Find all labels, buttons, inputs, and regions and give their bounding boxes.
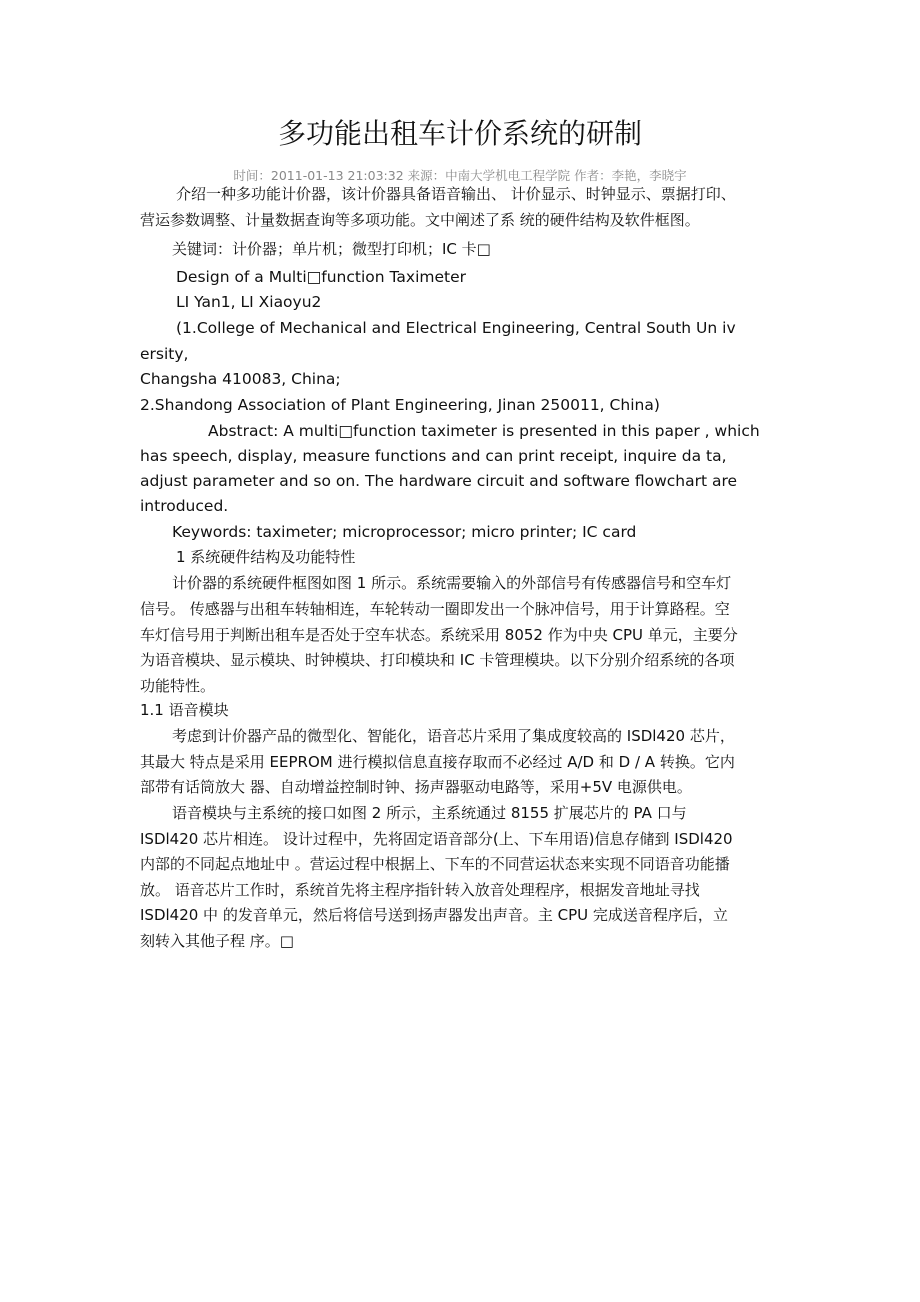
- page-title: 多功能出租车计价系统的研制: [277, 117, 642, 150]
- affiliation-line: (1.College of Mechanical and Electrical Engineering, Central South Un iv: [176, 319, 736, 337]
- body-line: ISDl420 芯片相连。 设计过程中，先将固定语音部分(上、下车用语)信息存储到 ISDl420: [140, 830, 733, 848]
- abstract-cn-line: 营运参数调整、计量数据查询等多项功能。文中阐述了系 统的硬件结构及软件框图。: [140, 211, 700, 229]
- body-line: 内部的不同起点地址中 。营运过程中根据上、下车的不同营运状态来实现不同语音功能播: [140, 855, 730, 873]
- affiliation-line: Changsha 410083, China;: [140, 370, 341, 388]
- abstract-en-line: has speech, display, measure functions and can print receipt, inquire da ta,: [140, 447, 727, 465]
- body-line: ISDl420 中 的发音单元，然后将信号送到扬声器发出声音。主 CPU 完成送音程序后，立: [140, 906, 728, 924]
- body-line: 计价器的系统硬件框图如图 1 所示。系统需要输入的外部信号有传感器信号和空车灯: [172, 574, 732, 592]
- abstract-en-line: introduced.: [140, 497, 229, 515]
- body-line: 信号。 传感器与出租车转轴相连，车轮转动一圈即发出一个脉冲信号，用于计算路程。空: [140, 600, 730, 618]
- abstract-en-line: Abstract: A multi□function taximeter is presented in this paper , which: [208, 422, 760, 440]
- body-line: 部带有话筒放大 器、自动增益控制时钟、扬声器驱动电路等，采用+5V 电源供电。: [140, 778, 692, 796]
- abstract-cn-line: 介绍一种多功能计价器，该计价器具备语音输出、 计价显示、时钟显示、票据打印、: [176, 185, 736, 203]
- article-meta: 时间：2011-01-13 21:03:32 来源：中南大学机电工程学院 作者：李艳，李晓宇: [233, 168, 687, 183]
- body-line: 放。 语音芯片工作时，系统首先将主程序指针转入放音处理程序，根据发音地址寻找: [140, 881, 700, 899]
- keywords-cn: 关键词：计价器；单片机；微型打印机；IC 卡□: [172, 240, 491, 258]
- authors-en: LI Yan1, LI Xiaoyu2: [176, 293, 322, 311]
- body-line: 刻转入其他子程 序。□: [140, 932, 294, 950]
- body-line: 考虑到计价器产品的微型化、智能化，语音芯片采用了集成度较高的 ISDl420 芯片，: [172, 727, 735, 745]
- subsection-heading: 1.1 语音模块: [140, 701, 229, 719]
- affiliation-line: 2.Shandong Association of Plant Engineering, Jinan 250011, China): [140, 396, 660, 414]
- body-line: 其最大 特点是采用 EEPROM 进行模拟信息直接存取而不必经过 A/D 和 D / A 转换。它内: [140, 753, 735, 771]
- body-line: 功能特性。: [140, 677, 216, 695]
- body-line: 为语音模块、显示模块、时钟模块、打印模块和 IC 卡管理模块。以下分别介绍系统的各项: [140, 651, 735, 669]
- body-line: 语音模块与主系统的接口如图 2 所示，主系统通过 8155 扩展芯片的 PA 口与: [172, 804, 687, 822]
- keywords-en: Keywords: taximeter; microprocessor; micro printer; IC card: [172, 523, 637, 541]
- affiliation-line: ersity,: [140, 345, 189, 363]
- section-heading: 1 系统硬件结构及功能特性: [176, 548, 356, 566]
- title-en: Design of a Multi□function Taximeter: [176, 268, 467, 286]
- abstract-en-line: adjust parameter and so on. The hardware circuit and software flowchart are: [140, 472, 738, 490]
- body-line: 车灯信号用于判断出租车是否处于空车状态。系统采用 8052 作为中央 CPU 单元，主要分: [140, 626, 738, 644]
